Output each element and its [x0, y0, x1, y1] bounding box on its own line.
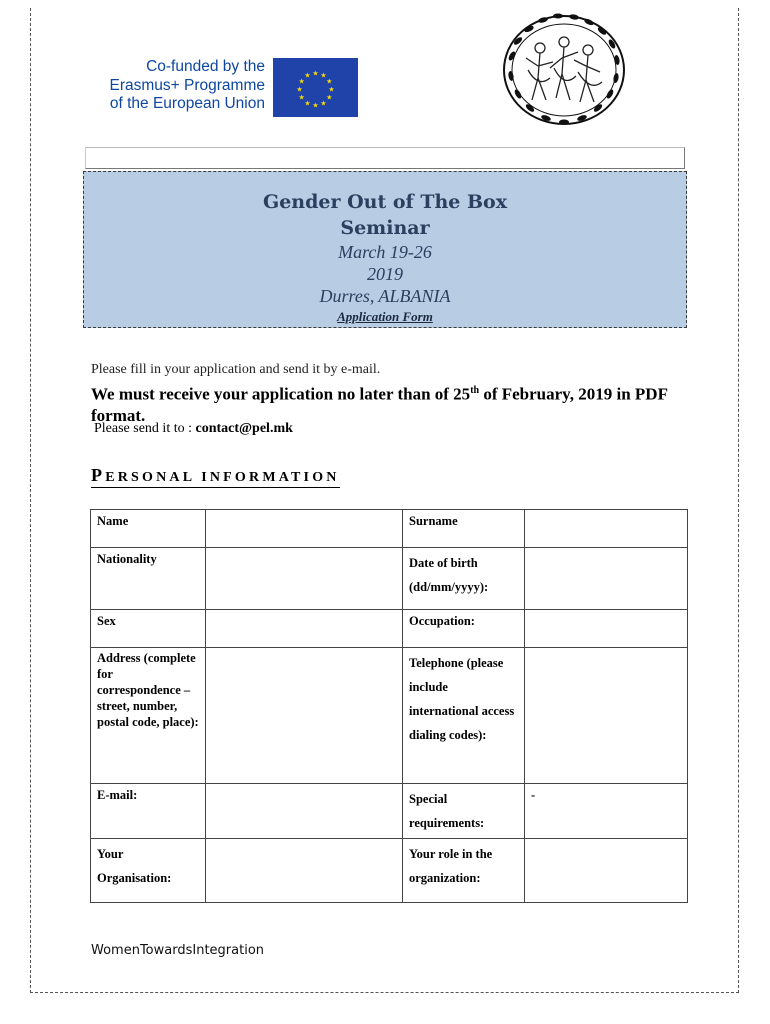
role-in-organization-field[interactable] — [525, 839, 688, 903]
contact-email-link[interactable]: contact@pel.mk — [195, 421, 293, 436]
email-field[interactable] — [206, 784, 403, 839]
surname-field[interactable] — [525, 510, 688, 548]
dancing-figures-seal-icon — [498, 8, 631, 128]
eu-funding-line-3: of the European Union — [109, 95, 265, 112]
nationality-field[interactable] — [206, 548, 403, 610]
table-row — [91, 548, 688, 610]
section-title-initial: P — [91, 465, 106, 485]
svg-text:★: ★ — [312, 69, 319, 78]
deadline-text-start: We must receive your application no later than of 25 — [91, 384, 471, 404]
name-field[interactable] — [206, 510, 403, 548]
svg-text:★: ★ — [312, 101, 319, 110]
eu-flag-icon — [273, 58, 358, 117]
svg-text:★: ★ — [298, 77, 305, 86]
address-label: Address (complete for correspondence – street, number, postal code, place): — [91, 648, 206, 784]
seminar-year: 2019 — [367, 264, 403, 284]
svg-text:★: ★ — [298, 93, 305, 102]
svg-text:★: ★ — [320, 99, 327, 108]
table-row — [91, 839, 688, 903]
svg-text:★: ★ — [304, 71, 311, 80]
special-requirements-label: Special requirements: — [403, 784, 525, 839]
seminar-title: Gender Out of The Box — [262, 191, 508, 213]
seminar-location: Durres, ALBANIA — [319, 286, 451, 306]
svg-text:★: ★ — [326, 93, 333, 102]
form-type-label: Application Form — [337, 309, 433, 324]
footer-text: WomenTowardsIntegration — [91, 943, 265, 958]
send-instruction — [94, 421, 293, 437]
intro-text: Please fill in your application and send it by e-mail. — [91, 362, 381, 377]
svg-text:★: ★ — [320, 71, 327, 80]
eu-funding-line-1: Co-funded by the — [146, 58, 265, 75]
title-box — [83, 171, 687, 328]
svg-text:★: ★ — [328, 85, 335, 94]
sex-label: Sex — [91, 610, 206, 648]
special-requirements-field[interactable]: - — [525, 784, 688, 839]
nationality-label: Nationality — [91, 548, 206, 610]
telephone-field[interactable] — [525, 648, 688, 784]
date-of-birth-field[interactable] — [525, 548, 688, 610]
address-field[interactable] — [206, 648, 403, 784]
deadline-text-end: of February, 2019 in PDF format. — [91, 384, 668, 425]
surname-label: Surname — [403, 510, 525, 548]
table-row — [91, 648, 688, 784]
deadline-text — [91, 380, 691, 426]
occupation-field[interactable] — [525, 610, 688, 648]
seminar-dates: March 19-26 — [338, 242, 432, 262]
deadline-ordinal: th — [470, 385, 480, 396]
organisation-label: Your Organisation: — [91, 839, 206, 903]
header-rule-box — [85, 147, 685, 169]
email-label: E-mail: — [91, 784, 206, 839]
table-row — [91, 510, 688, 548]
table-row — [91, 784, 688, 839]
telephone-label: Telephone (please include international access dialing codes): — [403, 648, 525, 784]
section-title-rest: ERSONAL INFORMATION — [105, 470, 340, 485]
svg-text:★: ★ — [326, 77, 333, 86]
date-of-birth-label: Date of birth (dd/mm/yyyy): — [403, 548, 525, 610]
personal-information-table — [90, 509, 688, 903]
eu-funding-line-2: Erasmus+ Programme — [109, 76, 265, 94]
section-title-personal-information — [91, 466, 340, 488]
eu-funding-text — [90, 58, 265, 114]
role-in-organization-label: Your role in the organization: — [403, 839, 525, 903]
send-label: Please send it to : — [94, 421, 196, 436]
svg-text:★: ★ — [296, 85, 303, 94]
table-row — [91, 610, 688, 648]
seminar-subtitle: Seminar — [340, 217, 430, 239]
occupation-label: Occupation: — [403, 610, 525, 648]
organisation-field[interactable] — [206, 839, 403, 903]
svg-text:★: ★ — [304, 99, 311, 108]
name-label: Name — [91, 510, 206, 548]
sex-field[interactable] — [206, 610, 403, 648]
